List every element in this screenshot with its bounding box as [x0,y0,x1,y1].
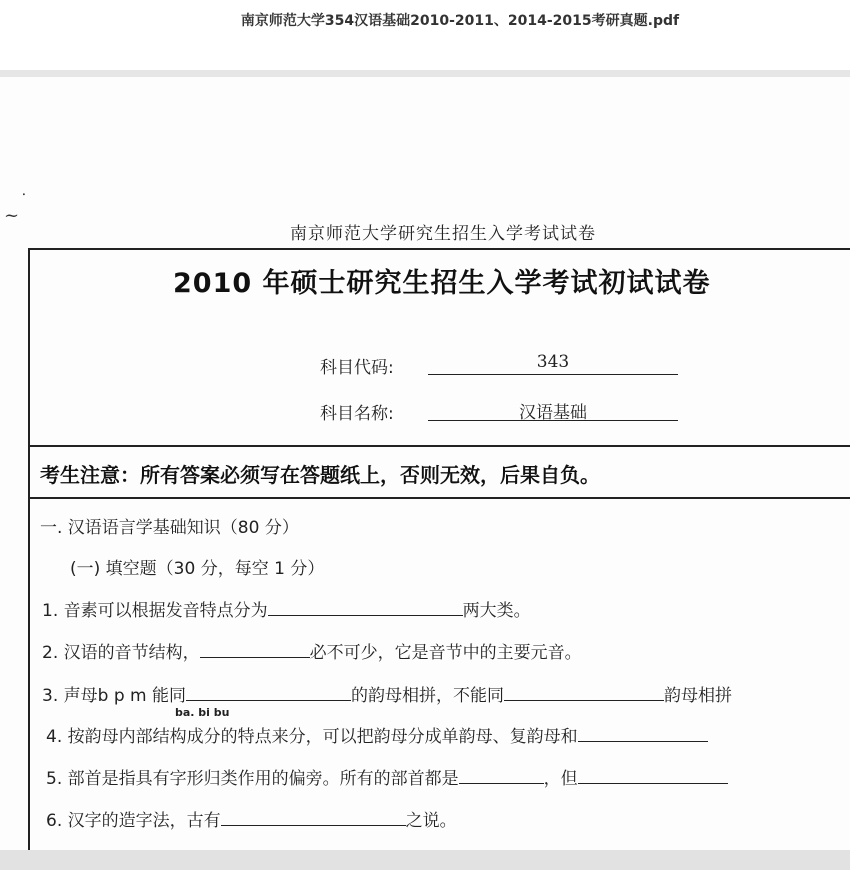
question-number: 1. [42,601,59,621]
subsection-heading: (一) 填空题（30 分，每空 1 分） [70,559,325,579]
question-text: 的韵母相拼，不能同 [351,686,504,706]
handwritten-note: ba. bi bu [175,706,230,719]
answer-blank [504,686,664,701]
subject-name-value: 汉语基础 [519,403,587,423]
question-number: 4. [46,727,63,747]
toolbar-separator [0,70,850,77]
question-text: 汉语的音节结构， [63,643,200,663]
exam-header: 南京师范大学研究生招生入学考试试卷 [290,224,596,244]
question-5 [46,764,728,789]
question-text: 汉字的造字法，古有 [67,811,221,831]
exam-title: 2010 年硕士研究生招生入学考试初试试卷 [173,268,711,299]
subject-name-underline [428,420,678,421]
question-text: 音素可以根据发音特点分为 [63,601,268,621]
question-text: 按韵母内部结构成分的特点来分，可以把韵母分成单韵母、复韵母和 [67,727,578,747]
answer-blank [578,769,728,784]
answer-blank [268,601,463,616]
subject-code-value: 343 [536,352,570,372]
bottom-scroll-bar[interactable] [0,850,850,870]
section-heading: 一. 汉语语言学基础知识（80 分） [40,518,299,538]
question-6 [46,806,457,831]
question-2 [42,638,582,663]
notice: 考生注意：所有答案必须写在答题纸上，否则无效，后果自负。 [40,463,600,487]
divider [28,445,850,447]
answer-blank [186,686,351,701]
question-text: 两大类。 [462,601,531,621]
title-bar [0,0,850,70]
question-text: 必不可少，它是音节中的主要元音。 [309,643,582,663]
file-title: 南京师范大学354汉语基础2010-2011、2014-2015考研真题.pdf [240,13,680,29]
question-4 [46,722,708,747]
question-3 [42,681,732,706]
question-text: 韵母相拼 [664,686,732,706]
scan-speck-icon: ~ [4,205,20,226]
question-text: 部首是指具有字形归类作用的偏旁。所有的部首都是 [67,769,459,789]
question-text: 声母b p m 能同 [63,686,186,706]
answer-blank [221,811,406,826]
subject-code-label: 科目代码: [320,358,394,378]
answer-blank [578,727,708,742]
answer-blank [200,643,310,658]
question-1 [42,596,531,621]
answer-blank [459,769,544,784]
question-number: 3. [42,686,59,706]
pdf-page [0,77,850,850]
question-text: ，但 [543,769,578,789]
divider [28,497,850,499]
question-number: 2. [42,643,59,663]
question-number: 5. [46,769,63,789]
exam-frame [28,248,850,850]
pdf-viewer[interactable] [0,77,850,850]
question-number: 6. [46,811,63,831]
subject-name-label: 科目名称: [320,404,394,424]
question-text: 之说。 [405,811,457,831]
scan-speck-icon: ⸱ [22,187,26,203]
subject-code-underline [428,374,678,375]
